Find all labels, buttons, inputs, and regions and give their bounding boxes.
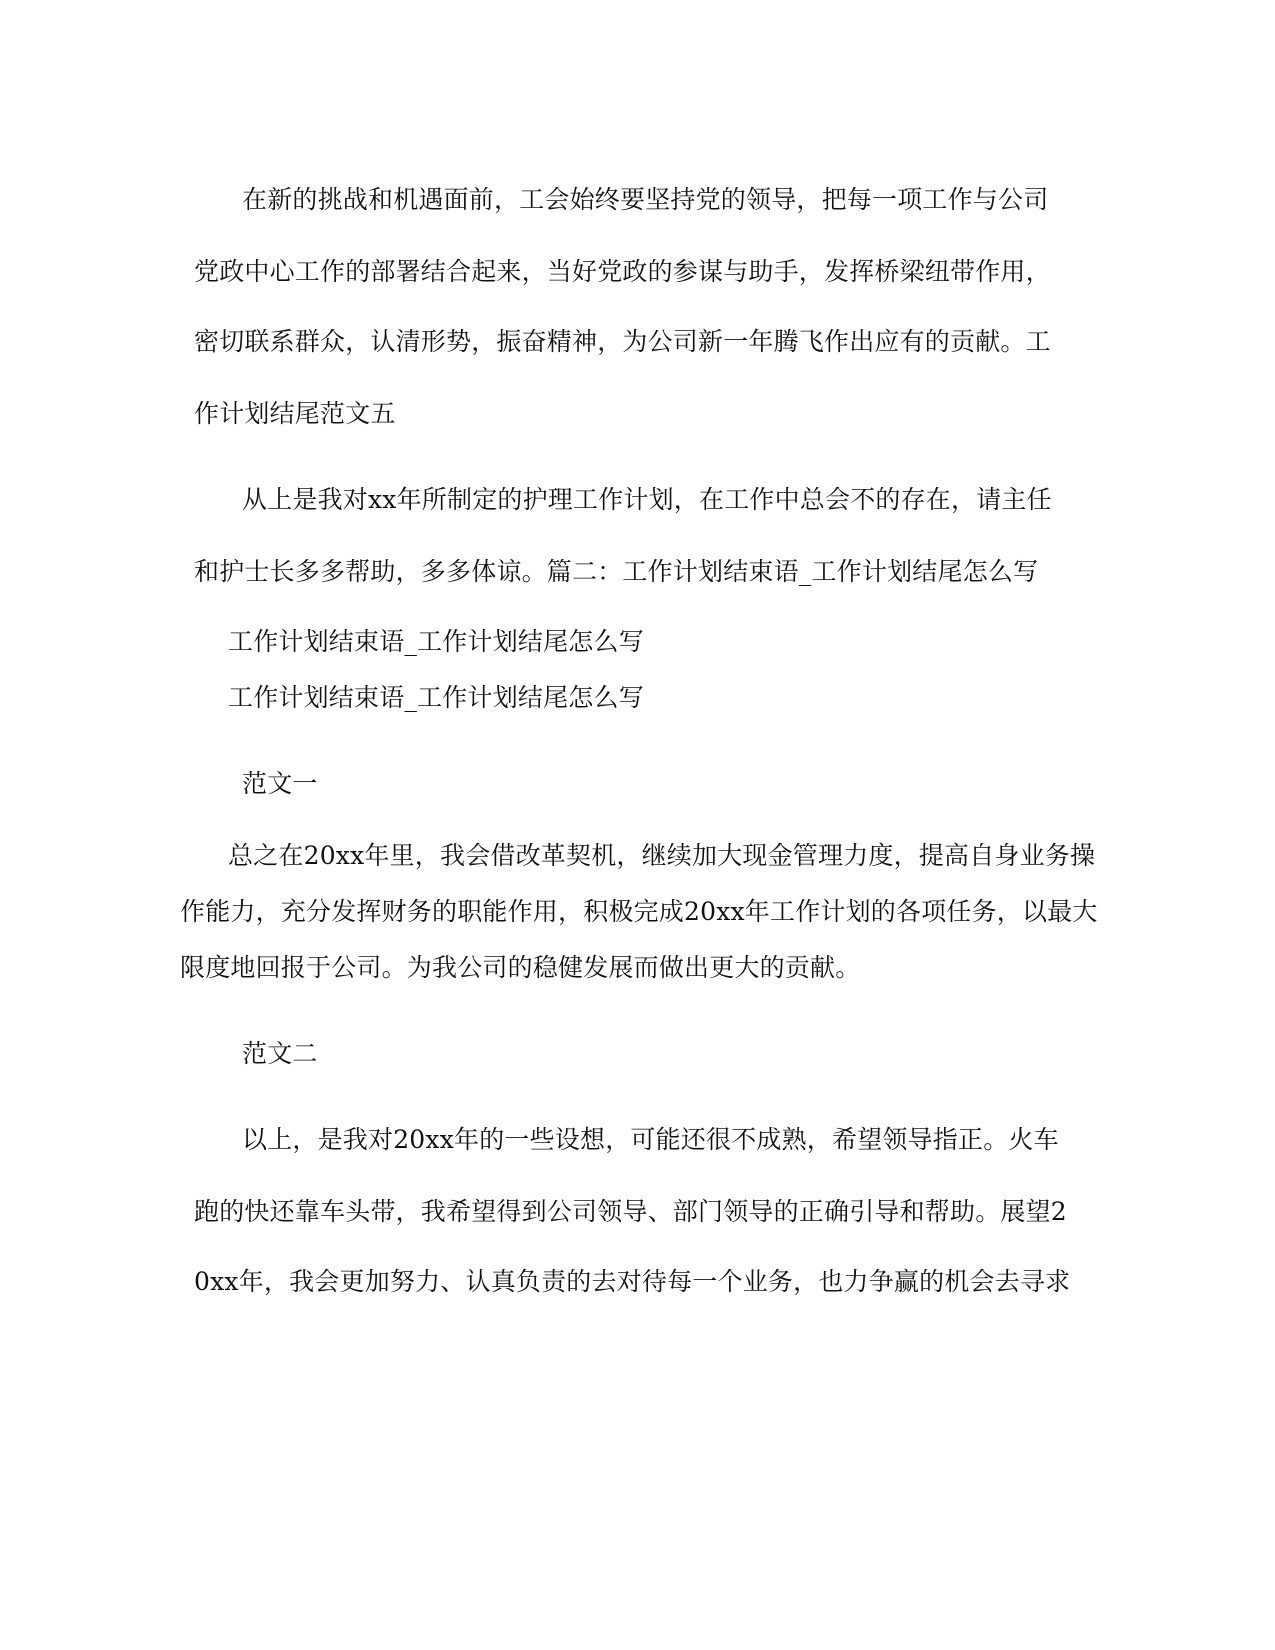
paragraph-3-line-3: 限度地回报于公司。为我公司的稳健发展而做出更大的贡献。 [180,953,861,982]
paragraph-1-line-4: 作计划结尾范文五 [194,399,396,428]
paragraph-3-line-2: 作能力，充分发挥财务的职能作用，积极完成20xx年工作计划的各项任务，以最大 [180,897,1098,926]
paragraph-2-line-2: 和护士长多多帮助，多多体谅。篇二：工作计划结束语_工作计划结尾怎么写 [194,557,1039,586]
paragraph-1-line-3: 密切联系群众，认清形势，振奋精神，为公司新一年腾飞作出应有的贡献。工 [194,327,1051,356]
paragraph-4-line-1: 以上，是我对20xx年的一些设想，可能还很不成熟，希望领导指正。火车 [242,1125,1059,1154]
paragraph-1-line-1: 在新的挑战和机遇面前，工会始终要坚持党的领导，把每一项工作与公司 [242,185,1049,214]
section-title-1: 范文一 [242,769,318,798]
heading-line-2: 工作计划结束语_工作计划结尾怎么写 [228,683,644,712]
paragraph-4-line-2: 跑的快还靠车头带，我希望得到公司领导、部门领导的正确引导和帮助。展望2 [194,1197,1067,1226]
heading-line-1: 工作计划结束语_工作计划结尾怎么写 [228,627,644,656]
section-title-2: 范文二 [242,1039,318,1068]
paragraph-4-line-3: 0xx年，我会更加努力、认真负责的去对待每一个业务，也力争赢的机会去寻求 [194,1267,1071,1296]
paragraph-2-line-1: 从上是我对xx年所制定的护理工作计划，在工作中总会不的存在，请主任 [242,485,1052,514]
paragraph-1-line-2: 党政中心工作的部署结合起来，当好党政的参谋与助手，发挥桥梁纽带作用， [194,257,1051,286]
paragraph-3-line-1: 总之在20xx年里，我会借改革契机，继续加大现金管理力度，提高自身业务操 [228,841,1096,870]
